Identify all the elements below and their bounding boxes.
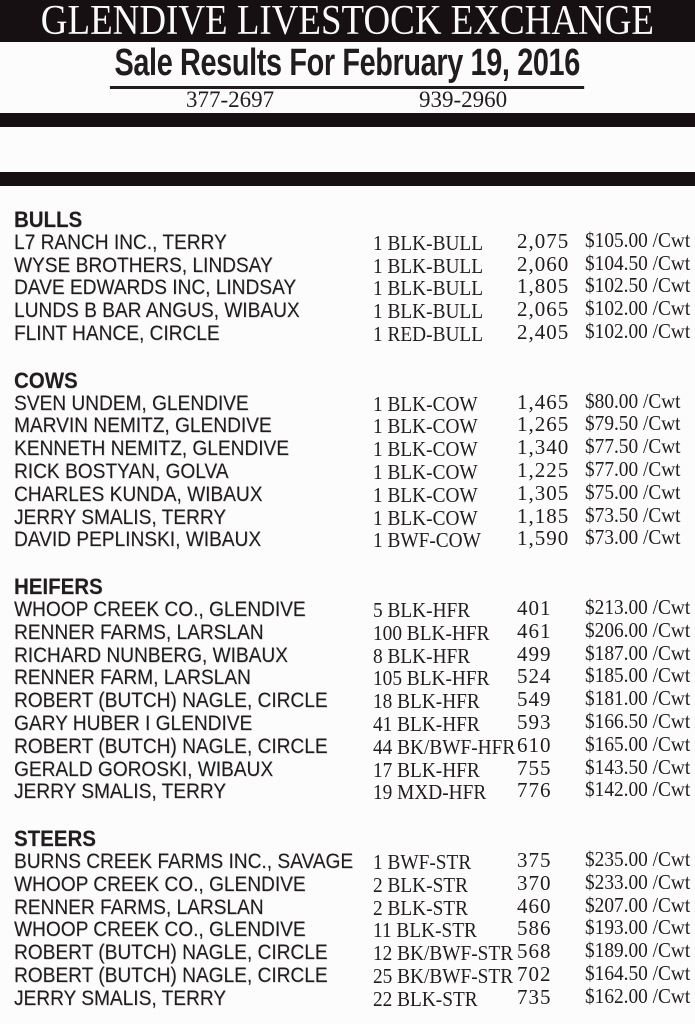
section-heading: COWS bbox=[14, 367, 78, 393]
divider-bar-top bbox=[0, 113, 695, 127]
weight-value: 593 bbox=[517, 709, 552, 734]
price-value: $102.50 /Cwt bbox=[585, 273, 691, 298]
price-value: $79.50 /Cwt bbox=[585, 411, 681, 436]
seller-name: MARVIN NEMITZ, GLENDIVE bbox=[14, 414, 272, 438]
phone-numbers bbox=[0, 89, 695, 111]
weight-value: 461 bbox=[517, 618, 552, 643]
lot-description: 22 BLK-STR bbox=[373, 986, 478, 1011]
seller-name: RICHARD NUNBERG, WIBAUX bbox=[14, 643, 288, 667]
lot-description: 1 BLK-BULL bbox=[373, 230, 484, 255]
seller-name: ROBERT (BUTCH) NAGLE, CIRCLE bbox=[14, 941, 328, 965]
seller-name: RICK BOSTYAN, GOLVA bbox=[14, 459, 229, 483]
section-rows bbox=[14, 227, 692, 346]
price-value: $193.00 /Cwt bbox=[585, 915, 691, 940]
section-rows bbox=[14, 846, 692, 1011]
price-value: $162.00 /Cwt bbox=[585, 983, 691, 1008]
sale-row bbox=[14, 525, 692, 553]
lot-description: 2 BLK-STR bbox=[373, 895, 469, 920]
price-value: $77.00 /Cwt bbox=[585, 456, 681, 481]
seller-name: ROBERT (BUTCH) NAGLE, CIRCLE bbox=[14, 689, 328, 713]
seller-name: FLINT HANCE, CIRCLE bbox=[14, 321, 220, 345]
lot-description: 105 BLK-HFR bbox=[373, 666, 490, 691]
seller-name: RENNER FARM, LARSLAN bbox=[14, 666, 251, 690]
lot-description: 1 BWF-COW bbox=[373, 528, 481, 553]
seller-name: SVEN UNDEM, GLENDIVE bbox=[14, 391, 249, 415]
sale-row bbox=[14, 777, 692, 805]
lot-description: 18 BLK-HFR bbox=[373, 689, 480, 714]
seller-name: GERALD GOROSKI, WIBAUX bbox=[14, 757, 274, 781]
section-rows bbox=[14, 594, 692, 805]
masthead-band bbox=[0, 0, 695, 42]
weight-value: 499 bbox=[517, 641, 552, 666]
seller-name: ROBERT (BUTCH) NAGLE, CIRCLE bbox=[14, 963, 328, 987]
price-value: $142.00 /Cwt bbox=[585, 777, 691, 802]
seller-name: L7 RANCH INC., TERRY bbox=[14, 230, 227, 254]
sale-row bbox=[14, 983, 692, 1011]
seller-name: CHARLES KUNDA, WIBAUX bbox=[14, 482, 263, 506]
weight-value: 524 bbox=[517, 664, 552, 689]
lot-description: 44 BK/BWF-HFR bbox=[373, 734, 516, 759]
price-value: $213.00 /Cwt bbox=[585, 594, 691, 619]
lot-description: 19 MXD-HFR bbox=[373, 780, 487, 805]
weight-value: 586 bbox=[517, 916, 552, 941]
lot-description: 100 BLK-HFR bbox=[373, 620, 490, 645]
lot-description: 25 BK/BWF-STR bbox=[373, 963, 514, 988]
weight-value: 702 bbox=[517, 961, 552, 986]
sale-results-header bbox=[0, 44, 695, 89]
seller-name: JERRY SMALIS, TERRY bbox=[14, 986, 227, 1010]
livestock-section bbox=[14, 828, 692, 1010]
seller-name: RENNER FARMS, LARSLAN bbox=[14, 620, 264, 644]
seller-name: BURNS CREEK FARMS INC., SAVAGE bbox=[14, 849, 354, 873]
weight-value: 460 bbox=[517, 893, 552, 918]
weight-value: 1,465 bbox=[517, 389, 570, 414]
price-value: $189.00 /Cwt bbox=[585, 938, 691, 963]
weight-value: 776 bbox=[517, 778, 552, 803]
lot-description: 5 BLK-HFR bbox=[373, 597, 471, 622]
price-value: $105.00 /Cwt bbox=[585, 227, 691, 252]
lot-description: 1 BLK-COW bbox=[373, 414, 478, 439]
seller-name: WHOOP CREEK CO., GLENDIVE bbox=[14, 918, 306, 942]
seller-name: DAVID PEPLINSKI, WIBAUX bbox=[14, 528, 262, 552]
weight-value: 568 bbox=[517, 939, 552, 964]
section-heading: BULLS bbox=[14, 207, 83, 232]
weight-value: 370 bbox=[517, 870, 552, 895]
price-value: $143.50 /Cwt bbox=[585, 754, 691, 779]
seller-name: JERRY SMALIS, TERRY bbox=[14, 505, 227, 529]
lot-description: 17 BLK-HFR bbox=[373, 757, 480, 782]
weight-value: 1,340 bbox=[517, 435, 570, 460]
weight-value: 1,265 bbox=[517, 412, 570, 437]
weight-value: 2,405 bbox=[517, 319, 570, 344]
weight-value: 1,590 bbox=[517, 526, 570, 551]
weight-value: 1,185 bbox=[517, 503, 570, 528]
lot-description: 1 BLK-COW bbox=[373, 391, 478, 416]
price-value: $233.00 /Cwt bbox=[585, 869, 691, 894]
lot-description: 1 BLK-BULL bbox=[373, 299, 484, 324]
lot-description: 1 BLK-COW bbox=[373, 437, 478, 462]
phone-number-left: 377-2697 bbox=[186, 87, 275, 112]
lot-description: 8 BLK-HFR bbox=[373, 643, 471, 668]
weight-value: 610 bbox=[517, 732, 552, 757]
price-value: $206.00 /Cwt bbox=[585, 617, 691, 642]
seller-name: JERRY SMALIS, TERRY bbox=[14, 780, 227, 804]
lot-description: 41 BLK-HFR bbox=[373, 711, 480, 736]
seller-name: KENNETH NEMITZ, GLENDIVE bbox=[14, 437, 290, 461]
sale-results-list bbox=[14, 209, 692, 1024]
price-value: $164.50 /Cwt bbox=[585, 960, 691, 985]
livestock-section bbox=[14, 367, 692, 553]
price-value: $73.50 /Cwt bbox=[585, 502, 681, 527]
seller-name: WHOOP CREEK CO., GLENDIVE bbox=[14, 597, 306, 621]
divider-bar-bottom bbox=[0, 172, 695, 186]
price-value: $80.00 /Cwt bbox=[585, 388, 681, 413]
seller-name: LUNDS B BAR ANGUS, WIBAUX bbox=[14, 299, 300, 323]
seller-name: DAVE EDWARDS INC, LINDSAY bbox=[14, 276, 297, 300]
price-value: $166.50 /Cwt bbox=[585, 708, 691, 733]
price-value: $73.00 /Cwt bbox=[585, 525, 681, 550]
price-value: $187.00 /Cwt bbox=[585, 640, 691, 665]
weight-value: 1,305 bbox=[517, 480, 570, 505]
section-heading: HEIFERS bbox=[14, 574, 103, 600]
lot-description: 1 BLK-COW bbox=[373, 482, 478, 507]
weight-value: 1,805 bbox=[517, 274, 570, 299]
price-value: $77.50 /Cwt bbox=[585, 434, 681, 459]
price-value: $165.00 /Cwt bbox=[585, 731, 691, 756]
seller-name: ROBERT (BUTCH) NAGLE, CIRCLE bbox=[14, 734, 328, 758]
weight-value: 549 bbox=[517, 687, 552, 712]
lot-description: 2 BLK-STR bbox=[373, 872, 469, 897]
section-rows bbox=[14, 388, 692, 553]
seller-name: RENNER FARMS, LARSLAN bbox=[14, 895, 264, 919]
lot-description: 1 RED-BULL bbox=[373, 321, 484, 346]
phone-number-right: 939-2960 bbox=[419, 87, 508, 112]
price-value: $102.00 /Cwt bbox=[585, 296, 691, 321]
weight-value: 2,065 bbox=[517, 297, 570, 322]
price-value: $207.00 /Cwt bbox=[585, 892, 691, 917]
price-value: $185.00 /Cwt bbox=[585, 663, 691, 688]
livestock-section bbox=[14, 209, 692, 346]
lot-description: 11 BLK-STR bbox=[373, 918, 477, 943]
lot-description: 1 BLK-BULL bbox=[373, 253, 484, 278]
sale-results-title: Sale Results For February 19, 2016 bbox=[110, 44, 585, 89]
lot-description: 1 BLK-BULL bbox=[373, 276, 484, 301]
weight-value: 375 bbox=[517, 847, 552, 872]
lot-description: 1 BWF-STR bbox=[373, 849, 472, 874]
price-value: $102.00 /Cwt bbox=[585, 318, 691, 343]
blank-ad-space bbox=[0, 127, 695, 172]
exchange-title: GLENDIVE LIVESTOCK EXCHANGE bbox=[40, 0, 655, 44]
seller-name: WHOOP CREEK CO., GLENDIVE bbox=[14, 872, 306, 896]
weight-value: 755 bbox=[517, 755, 552, 780]
price-value: $75.00 /Cwt bbox=[585, 479, 681, 504]
lot-description: 1 BLK-COW bbox=[373, 459, 478, 484]
lot-description: 12 BK/BWF-STR bbox=[373, 941, 514, 966]
section-heading: STEERS bbox=[14, 826, 96, 852]
seller-name: WYSE BROTHERS, LINDSAY bbox=[14, 253, 273, 277]
price-value: $235.00 /Cwt bbox=[585, 846, 691, 871]
weight-value: 401 bbox=[517, 595, 552, 620]
price-value: $104.50 /Cwt bbox=[585, 250, 691, 275]
lot-description: 1 BLK-COW bbox=[373, 505, 478, 530]
seller-name: GARY HUBER I GLENDIVE bbox=[14, 711, 253, 735]
price-value: $181.00 /Cwt bbox=[585, 686, 691, 711]
weight-value: 1,225 bbox=[517, 457, 570, 482]
sale-row bbox=[14, 318, 692, 346]
weight-value: 2,060 bbox=[517, 251, 570, 276]
livestock-section bbox=[14, 576, 692, 804]
weight-value: 735 bbox=[517, 984, 552, 1009]
weight-value: 2,075 bbox=[517, 228, 570, 253]
